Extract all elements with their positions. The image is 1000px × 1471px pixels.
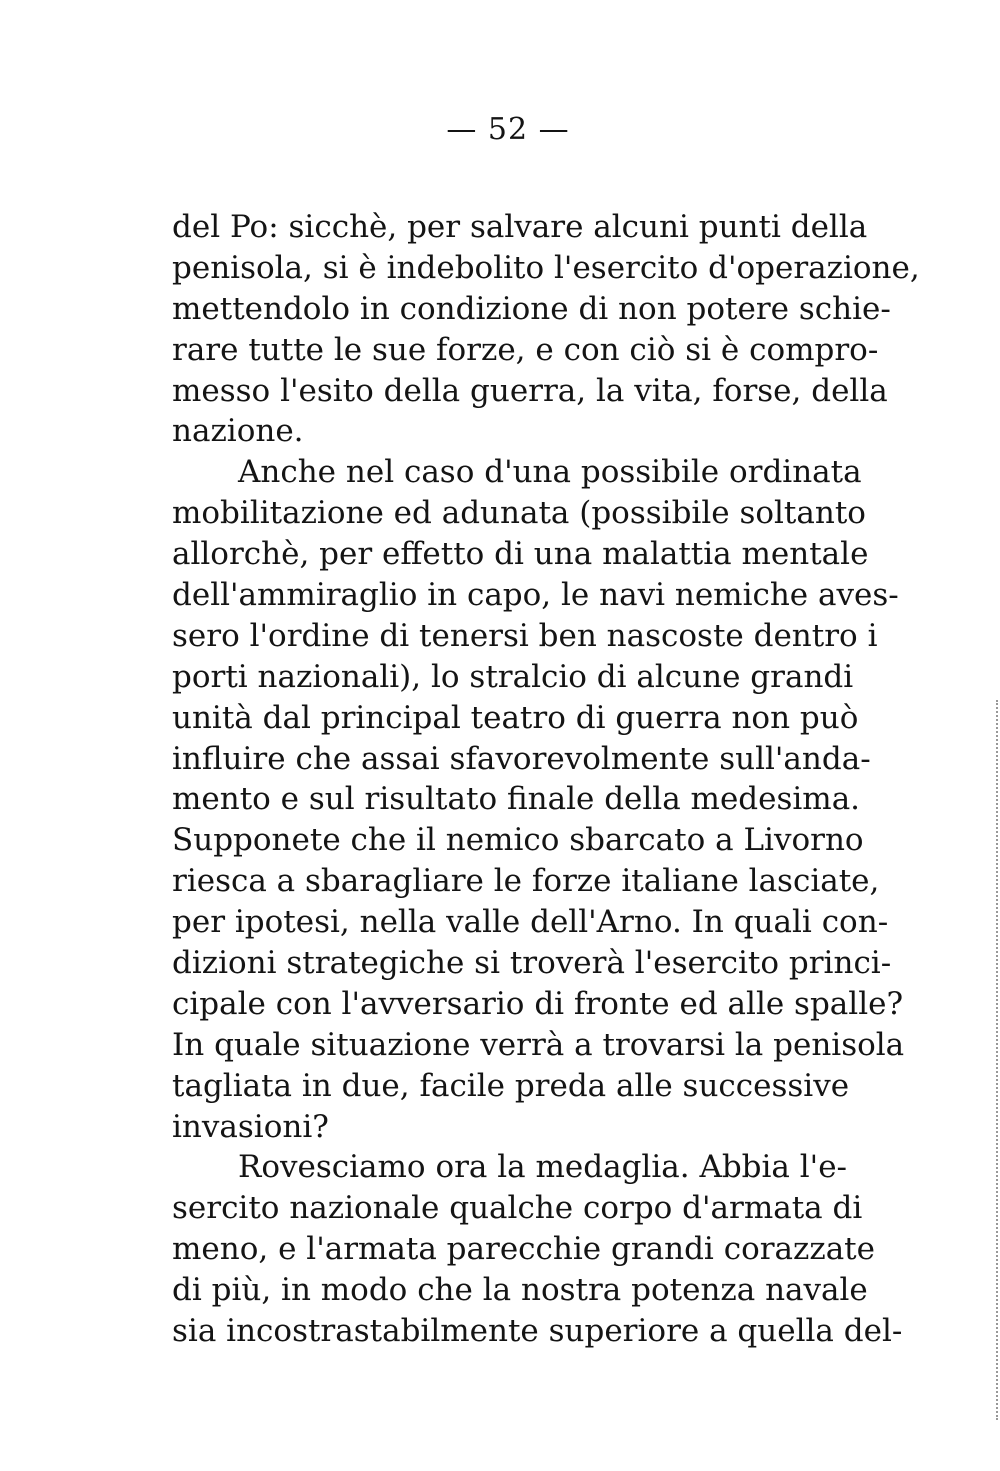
text-line: influire che assai sfavorevolmente sull'anda- [172,740,871,777]
text-line: porti nazionali), lo stralcio di alcune grandi [172,658,854,695]
text-line: penisola, si è indebolito l'esercito d'operazione, [172,249,920,286]
text-line: del Po: sicchè, per salvare alcuni punti della [172,209,868,245]
text-line: sercito nazionale qualche corpo d'armata di [172,1190,863,1227]
text-line: sero l'ordine di tenersi ben nascoste dentro i [172,617,878,654]
text-line: allorchè, per effetto di una malattia mentale [172,536,869,573]
text-line: nazione. [172,413,304,450]
body-text [172,207,920,1352]
text-line: Anche nel caso d'una possibile ordinata [238,454,862,491]
text-line: mento e sul risultato finale della medesima. [172,781,861,818]
text-line: mettendolo in condizione di non potere schie- [172,290,891,327]
text-line: di più, in modo che la nostra potenza navale [172,1272,868,1309]
text-line: In quale situazione verrà a trovarsi la penisola [172,1026,905,1063]
text-line: sia incostrastabilmente superiore a quella del- [172,1313,903,1350]
text-line: dell'ammiraglio in capo, le navi nemiche aves- [172,577,899,614]
text-line: invasioni? [172,1108,329,1145]
text-line: unità dal principal teatro di guerra non può [172,699,859,736]
text-line: per ipotesi, nella valle dell'Arno. In quali con- [172,904,889,941]
text-line: messo l'esito della guerra, la vita, forse, della [172,372,888,409]
text-line: riesca a sbaragliare le forze italiane lasciate, [172,863,880,900]
page-edge-binding [992,700,998,1420]
text-line: meno, e l'armata parecchie grandi corazzate [172,1231,875,1268]
text-line: Supponete che il nemico sbarcato a Livorno [172,822,864,859]
text-line: rare tutte le sue forze, e con ciò si è compro- [172,331,879,368]
text-line: dizioni strategiche si troverà l'esercito princi- [172,945,892,982]
text-line: Rovesciamo ora la medaglia. Abbia l'e- [238,1149,848,1186]
text-line: tagliata in due, facile preda alle successive [172,1067,850,1104]
text-line: cipale con l'avversario di fronte ed alle spalle? [172,985,904,1022]
text-line: mobilitazione ed adunata (possibile soltanto [172,495,866,532]
page-number: — 52 — [446,112,570,147]
